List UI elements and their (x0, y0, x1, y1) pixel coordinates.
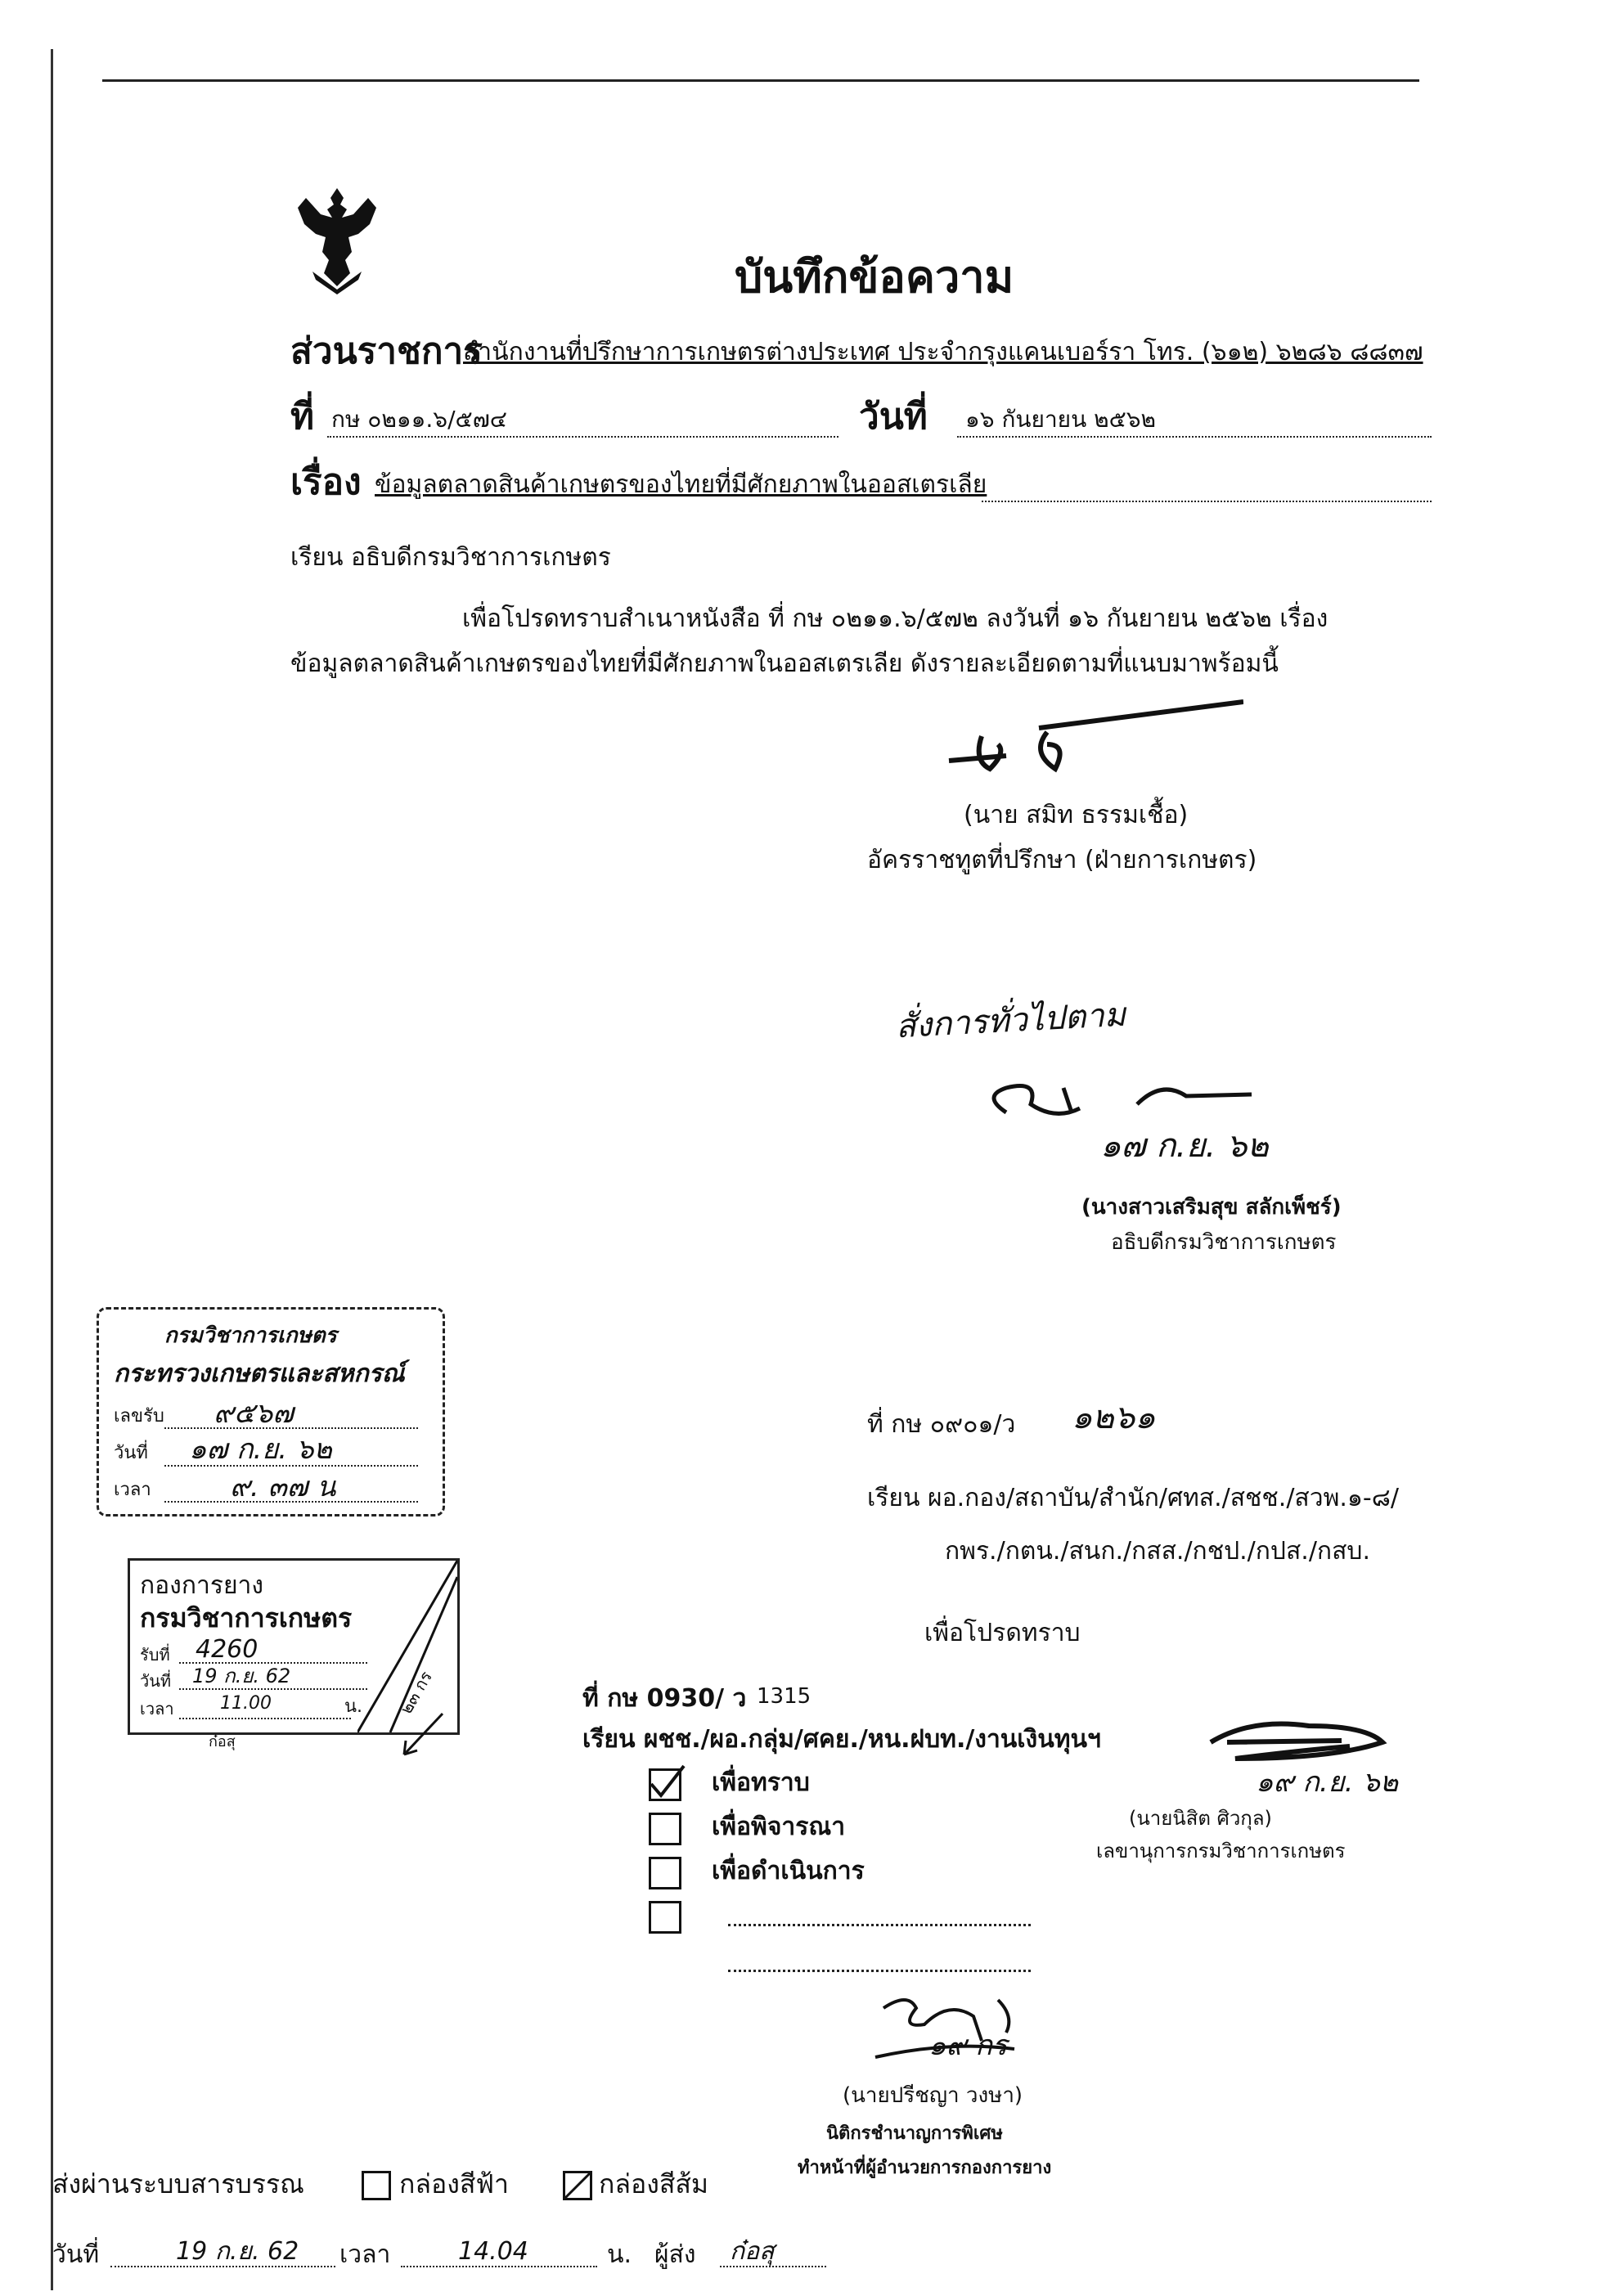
footer-unit-label: น. (607, 2240, 632, 2269)
division-to: เรียน ผชช./ผอ.กลุ่ม/ศคย./หน.ฝบท./งานเงินทุนฯ (582, 1725, 1101, 1754)
stamp-recv-value: ๙๕๖๗ (214, 1397, 294, 1430)
stamp2-recv-label: รับที่ (140, 1645, 170, 1665)
footer-time-value: 14.04 (458, 2237, 528, 2266)
routing-purpose: เพื่อโปรดทราบ (924, 1619, 1081, 1647)
stamp-time-value: ๙. ๓๗ น (230, 1471, 336, 1503)
footer-orange-box-checkbox[interactable] (563, 2171, 592, 2200)
footer-date-value: 19 ก.ย. 62 (176, 2237, 299, 2266)
ref-value: กษ ๐๒๑๑.๖/๕๗๔ (331, 406, 507, 433)
date-label: วันที่ (859, 396, 928, 438)
option-consider-checkbox[interactable] (649, 1813, 681, 1845)
agency-label: ส่วนราชการ (290, 330, 483, 372)
footer-time-label: เวลา (339, 2240, 391, 2269)
subject-underline (982, 501, 1432, 502)
division-ref-label: ที่ กษ 0930/ ว (582, 1684, 747, 1713)
option-acknowledge-checkbox[interactable] (649, 1768, 681, 1801)
stamp2-date-value: 19 ก.ย. 62 (192, 1665, 291, 1687)
footer-blue-box-checkbox[interactable] (362, 2171, 391, 2200)
ref-label: ที่ (290, 396, 315, 438)
receiving-stamp (97, 1307, 445, 1516)
stamp-date-label: วันที่ (114, 1443, 148, 1463)
option-other-checkbox[interactable] (649, 1901, 681, 1934)
stamp2-sender-hand: ก๋อสุ (209, 1733, 236, 1750)
director-handwritten-note: สั่งการทั่วไปตาม (894, 995, 1127, 1046)
ref-underline (327, 436, 838, 438)
stamp-ministry-line: กระทรวงเกษตรและสหกรณ์ (114, 1359, 405, 1388)
footer-date-label: วันที่ (52, 2240, 100, 2269)
director-date-hand: ๑๗ ก.ย. ๖๒ (1100, 1127, 1269, 1165)
stamp2-arrow-mark (398, 1710, 447, 1759)
stamp2-line2: กรมวิชาการเกษตร (140, 1602, 353, 1633)
stamp2-time-label: เวลา (140, 1699, 174, 1719)
body-line-1: เพื่อโปรดทราบสำเนาหนังสือ ที่ กษ ๐๒๑๑.๖/๕๗๒ ลงวันที่ ๑๖ กันยายน ๒๕๖๒ เรื่อง (462, 604, 1329, 633)
secretary-title: เลขานุการกรมวิชาการเกษตร (1096, 1840, 1346, 1862)
stamp2-recv-line (179, 1662, 367, 1664)
routing-to-line-2: กพร./กตน./สนก./กสส./กชป./กปส./กสบ. (945, 1537, 1370, 1566)
footer-routing-label: ส่งผ่านระบบสารบรรณ (52, 2168, 304, 2199)
stamp-dept-line: กรมวิชาการเกษตร (164, 1323, 337, 1348)
date-value: ๑๖ กันยายน ๒๕๖๒ (965, 406, 1156, 433)
division-title-1: นิติกรชำนาญการพิเศษ (826, 2123, 1003, 2144)
stamp-time-line (164, 1501, 418, 1503)
stamp2-line1: กองการยาง (140, 1571, 264, 1600)
stamp2-recv-value: 4260 (196, 1635, 259, 1664)
body-line-2: ข้อมูลตลาดสินค้าเกษตรของไทยที่มีศักยภาพในออสเตรเลีย ดังรายละเอียดตามที่แนบมาพร้อมนี้ (290, 649, 1279, 678)
division-stamp (128, 1558, 460, 1750)
stamp-recv-line (164, 1427, 418, 1429)
stamp-date-value: ๑๗ ก.ย. ๖๒ (189, 1433, 332, 1466)
stamp2-time-line (179, 1718, 351, 1719)
agency-value: สำนักงานที่ปรึกษาการเกษตรต่างประเทศ ประจำกรุงแคนเบอร์รา โทร. (๖๑๒) ๖๒๘๖ ๘๘๓๗ (463, 338, 1423, 366)
routing-ref: ที่ กษ ๐๙๐๑/ว (867, 1410, 1016, 1439)
routing-date-hand: ๑๙ ก.ย. ๖๒ (1256, 1766, 1399, 1799)
stamp2-date-label: วันที่ (140, 1671, 172, 1691)
stamp-time-label: เวลา (114, 1480, 151, 1500)
stamp2-date-line (179, 1688, 367, 1690)
garuda-emblem-icon (288, 182, 386, 296)
option-acknowledge-label: เพื่อทราบ (712, 1768, 810, 1797)
division-date-hand: ๑๙ กร (928, 2029, 1008, 2062)
footer-sender-label: ผู้ส่ง (654, 2240, 696, 2269)
routing-to-line-1: เรียน ผอ.กอง/สถาบัน/สำนัก/ศทส./สชช./สวพ.๑-๘/ (867, 1484, 1400, 1512)
stamp2-time-unit: น. (344, 1696, 363, 1717)
subject-value: ข้อมูลตลาดสินค้าเกษตรของไทยที่มีศักยภาพในออสเตรเลีย (375, 470, 987, 499)
footer-blue-box-label: กล่องสีฟ้า (399, 2168, 509, 2199)
division-title-2: ทำหน้าที่ผู้อำนวยการกองการยาง (798, 2158, 1052, 2178)
footer-orange-box-label: กล่องสีส้ม (599, 2168, 708, 2199)
check-mark-icon (648, 1763, 686, 1800)
footer-sender-value: ก๋อสุ (730, 2237, 775, 2266)
secretary-name: (นายนิสิต ศิวกุล) (1129, 1807, 1272, 1830)
option-other-line (728, 1924, 1031, 1926)
stamp-recv-label: เลขรับ (114, 1406, 164, 1427)
signature-mark (933, 695, 1243, 785)
stamp2-time-value: 11.00 (220, 1693, 272, 1714)
option-consider-label: เพื่อพิจารณา (712, 1813, 846, 1841)
subject-label: เรื่อง (290, 461, 362, 503)
option-other-line-2 (728, 1970, 1031, 1972)
option-proceed-label: เพื่อดำเนินการ (712, 1857, 865, 1885)
director-name: (นางสาวเสริมสุข สลักเพ็ชร์) (1081, 1195, 1342, 1220)
check-mark-icon (564, 2172, 591, 2199)
director-title: อธิบดีกรมวิชาการเกษตร (1111, 1230, 1337, 1255)
scan-edge-line (51, 49, 53, 2290)
option-proceed-checkbox[interactable] (649, 1857, 681, 1889)
stamp2-corner-text: ๒๓ กร (396, 1667, 437, 1718)
signer-title: อัครราชทูตที่ปรึกษา (ฝ่ายการเกษตร) (867, 846, 1257, 874)
signer-name: (นาย สมิท ธรรมเชื้อ) (964, 801, 1189, 829)
date-underline (957, 436, 1432, 438)
salutation: เรียน อธิบดีกรมวิชาการเกษตร (290, 543, 611, 572)
division-name: (นายปรีชญา วงษา) (843, 2083, 1023, 2108)
division-ref-value: 1315 (757, 1684, 812, 1709)
memo-title: บันทึกข้อความ (735, 251, 1014, 303)
routing-ref-hand: ๑๒๖๑ (1072, 1399, 1156, 1436)
top-rule (102, 79, 1419, 82)
stamp-date-line (164, 1465, 418, 1467)
